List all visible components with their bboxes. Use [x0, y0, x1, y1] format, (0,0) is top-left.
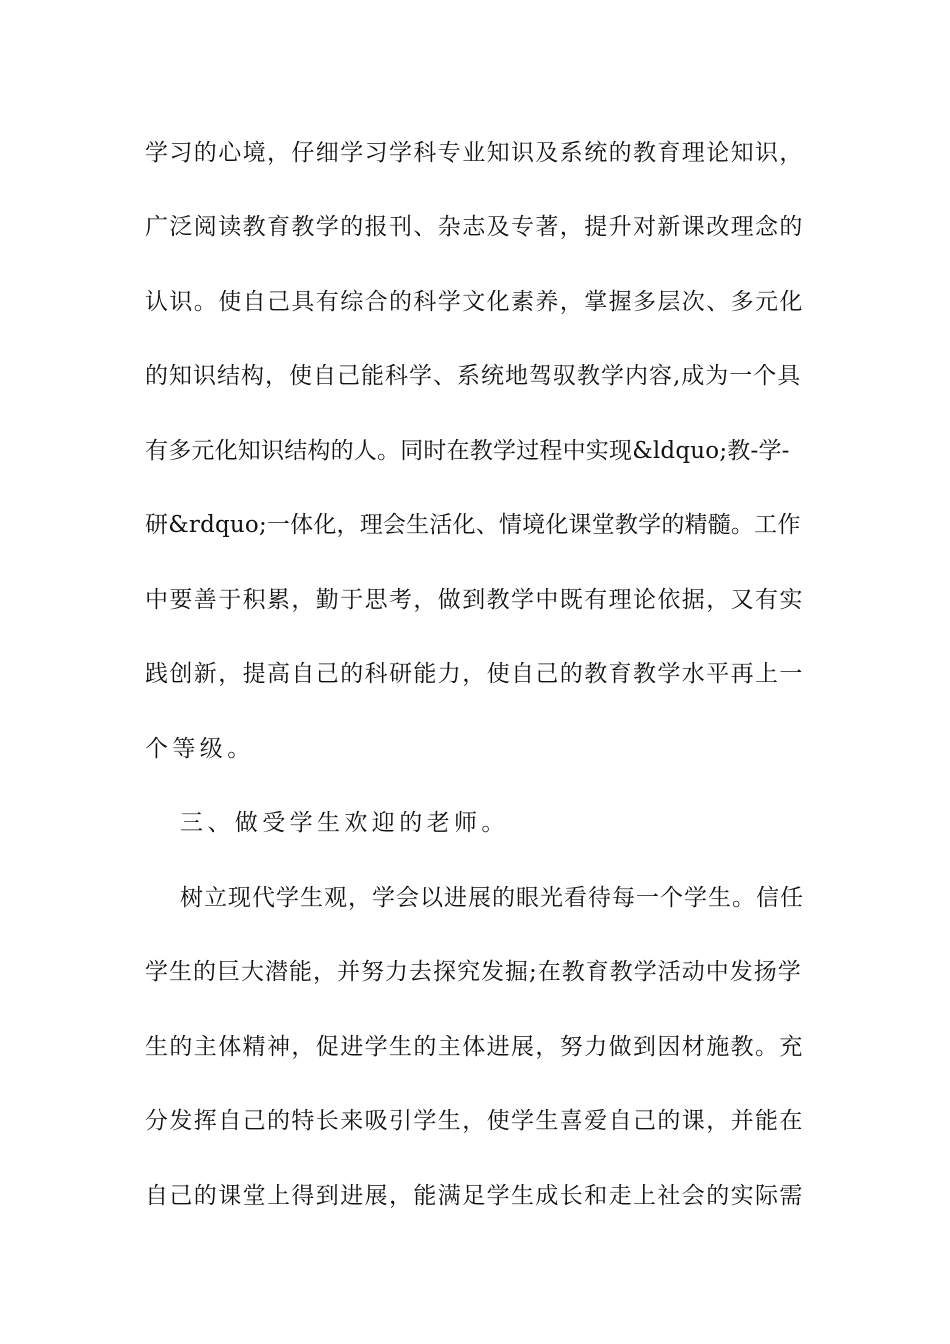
body-text-line: 个等级。: [145, 736, 255, 762]
body-text-line: 分发挥自己的特长来吸引学生，使学生喜爱自己的课，并能在: [145, 1108, 804, 1134]
body-text-line: 学生的巨大潜能，并努力去探究发掘;在教育教学活动中发扬学: [145, 959, 802, 985]
body-text-line: 中要善于积累，勤于思考，做到教学中既有理论依据，又有实: [145, 587, 804, 613]
body-text-line: 的知识结构，使自己能科学、系统地驾驭教学内容,成为一个具: [145, 363, 802, 389]
body-text-line: 践创新，提高自己的科研能力，使自己的教育教学水平再上一: [145, 661, 804, 687]
body-text-line: 生的主体精神，促进学生的主体进展，努力做到因材施教。充: [145, 1034, 804, 1060]
paragraph-first-line: 树立现代学生观，学会以进展的眼光看待每一个学生。信任: [180, 885, 804, 911]
body-text-line: 研&rdquo;一体化，理会生活化、情境化课堂教学的精髓。工作: [145, 512, 801, 538]
body-text-line: 学习的心境，仔细学习学科专业知识及系统的教育理论知识，: [145, 140, 804, 166]
body-text-line: 广泛阅读教育教学的报刊、杂志及专著，提升对新课改理念的: [145, 214, 804, 240]
body-text-line: 自己的课堂上得到进展，能满足学生成长和走上社会的实际需: [145, 1183, 804, 1209]
section-heading: 三、做受学生欢迎的老师。: [180, 810, 509, 836]
body-text-line: 有多元化知识结构的人。同时在教学过程中实现&ldquo;教-学-: [145, 438, 790, 464]
body-text-line: 认识。使自己具有综合的科学文化素养，掌握多层次、多元化: [145, 289, 804, 315]
